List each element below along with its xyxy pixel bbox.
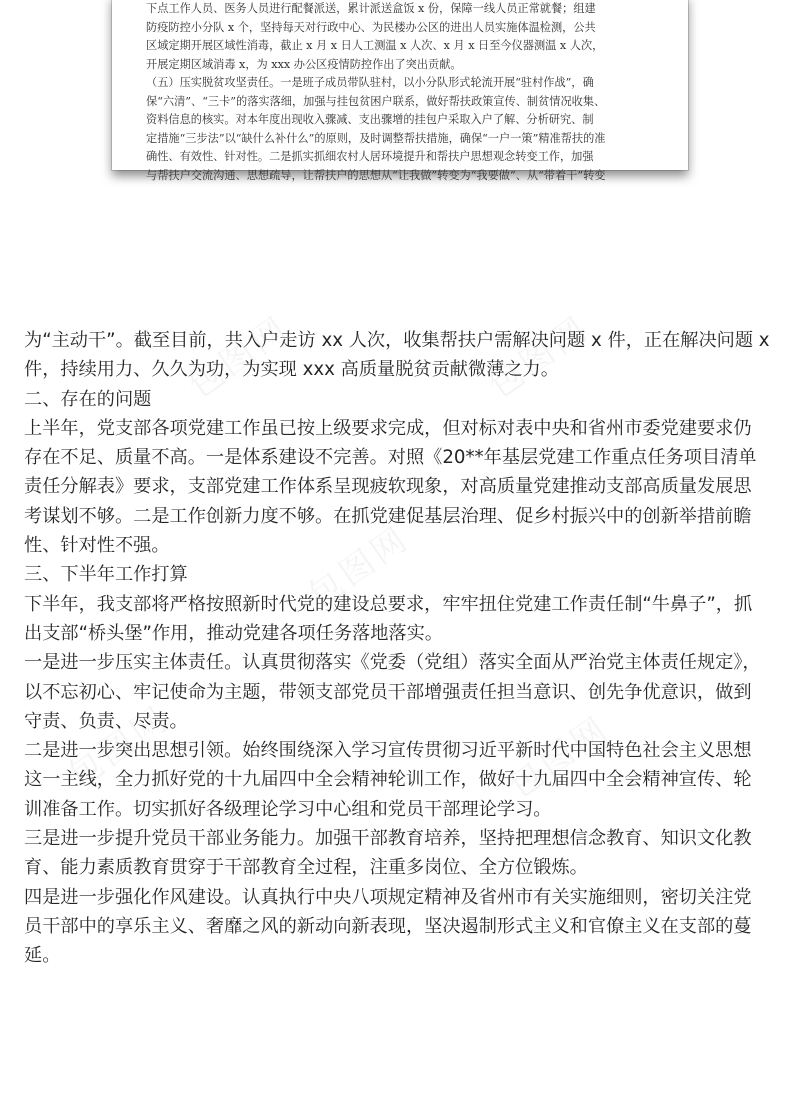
body-line: 为“主动干”。截至目前，共入户走访 xx 人次，收集帮扶户需解决问题 x 件，正在解决问题 x	[24, 330, 770, 351]
body-line: 育、能力素质教育贯穿于干部教育全过程，注重多岗位、全方位锻炼。	[24, 857, 588, 879]
body-line: 这一主线，全力抓好党的十九届四中全会精神轮训工作，做好十九届四中全会精神宣传、轮	[24, 769, 752, 791]
body-line: 二是进一步突出思想引领。始终围绕深入学习宣传贯彻习近平新时代中国特色社会主义思想	[24, 740, 752, 762]
body-line: 训准备工作。切实抓好各级理论学习中心组和党员干部理论学习。	[24, 798, 552, 820]
body-line: 员干部中的享乐主义、奢靡之风的新动向新表现，坚决遏制形式主义和官僚主义在支部的蔓	[24, 915, 752, 937]
body-line: 四是进一步强化作风建设。认真执行中央八项规定精神及省州市有关实施细则，密切关注党	[24, 886, 752, 908]
preview-line: 防疫防控小分队 x 个，坚持每天对行政中心、为民楼办公区的进出人员实施体温检测，公共	[146, 20, 596, 34]
section-heading: 二、存在的问题	[24, 388, 152, 410]
section-heading: 三、下半年工作打算	[24, 564, 188, 586]
body-line: 延。	[24, 945, 61, 967]
preview-band	[0, 0, 800, 188]
body-line: 件，持续用力、久久为功，为实现 xxx 高质量脱贫贡献微薄之力。	[24, 359, 559, 381]
body-line: 责任分解表》要求，支部党建工作体系呈现疲软现象，对高质量党建推动支部高质量发展思	[24, 476, 752, 498]
preview-line: 确性、有效性、针对性。二是抓实抓细农村人居环境提升和帮扶户思想观念转变工作，加强	[146, 150, 594, 163]
preview-line: （五）压实脱贫攻坚责任。一是班子成员带队驻村，以小分队形式轮流开展“驻村作战”，确	[146, 76, 594, 89]
preview-text	[146, 0, 662, 185]
document-page-preview	[112, 0, 688, 182]
preview-line: 开展定期区域消毒 x，为 xxx 办公区疫情防控作出了突出贡献。	[146, 57, 462, 71]
preview-line: 下点工作人员、医务人员进行配餐派送，累计派送盒饭 x 份，保障一线人员正常就餐；组建	[146, 2, 596, 15]
preview-line: 定措施“三步法”以“缺什么补什么”的原则，及时调整帮扶措施，确保“一户一策”精准帮扶的准	[146, 131, 606, 145]
body-line: 上半年，党支部各项党建工作虽已按上级要求完成，但对标对表中央和省州市委党建要求仍	[24, 417, 752, 439]
preview-line: 与帮扶户交流沟通、思想疏导，让帮扶户的思想从“让我做”转变为“我要做”、从“带着干”转变	[146, 168, 606, 182]
body-line: 下半年，我支部将严格按照新时代党的建设总要求，牢牢扭住党建工作责任制“牛鼻子”，抓	[24, 593, 753, 615]
body-line: 一是进一步压实主体责任。认真贯彻落实《党委（党组）落实全面从严治党主体责任规定》，	[24, 652, 761, 674]
body-line: 三是进一步提升党员干部业务能力。加强干部教育培养，坚持把理想信念教育、知识文化教	[24, 828, 752, 850]
body-line: 以不忘初心、牢记使命为主题，带领支部党员干部增强责任担当意识、创先争优意识，做到	[24, 681, 752, 703]
body-line: 存在不足、质量不高。一是体系建设不完善。对照《20**年基层党建工作重点任务项目清单	[24, 447, 757, 469]
preview-line: 资料信息的核实。对本年度出现收入骤减、支出骤增的挂包户采取入户了解、分析研究、制	[146, 113, 594, 126]
body-line: 性、针对性不强。	[24, 535, 170, 557]
preview-line: 保“六清”、“三卡”的落实落细，加强与挂包贫困户联系，做好帮扶政策宣传、制贫情况收集、	[146, 94, 606, 108]
body-line: 考谋划不够。二是工作创新力度不够。在抓党建促基层治理、促乡村振兴中的创新举措前瞻	[24, 505, 752, 527]
body-line: 守责、负责、尽责。	[24, 710, 188, 732]
body-line: 出支部“桥头堡”作用，推动党建各项任务落地落实。	[24, 622, 443, 644]
preview-line: 区域定期开展区域性消毒，截止 x 月 x 日人工测温 x 人次、x 月 x 日至今仪器测温 x 人次，	[146, 39, 604, 52]
document-body	[24, 326, 780, 971]
